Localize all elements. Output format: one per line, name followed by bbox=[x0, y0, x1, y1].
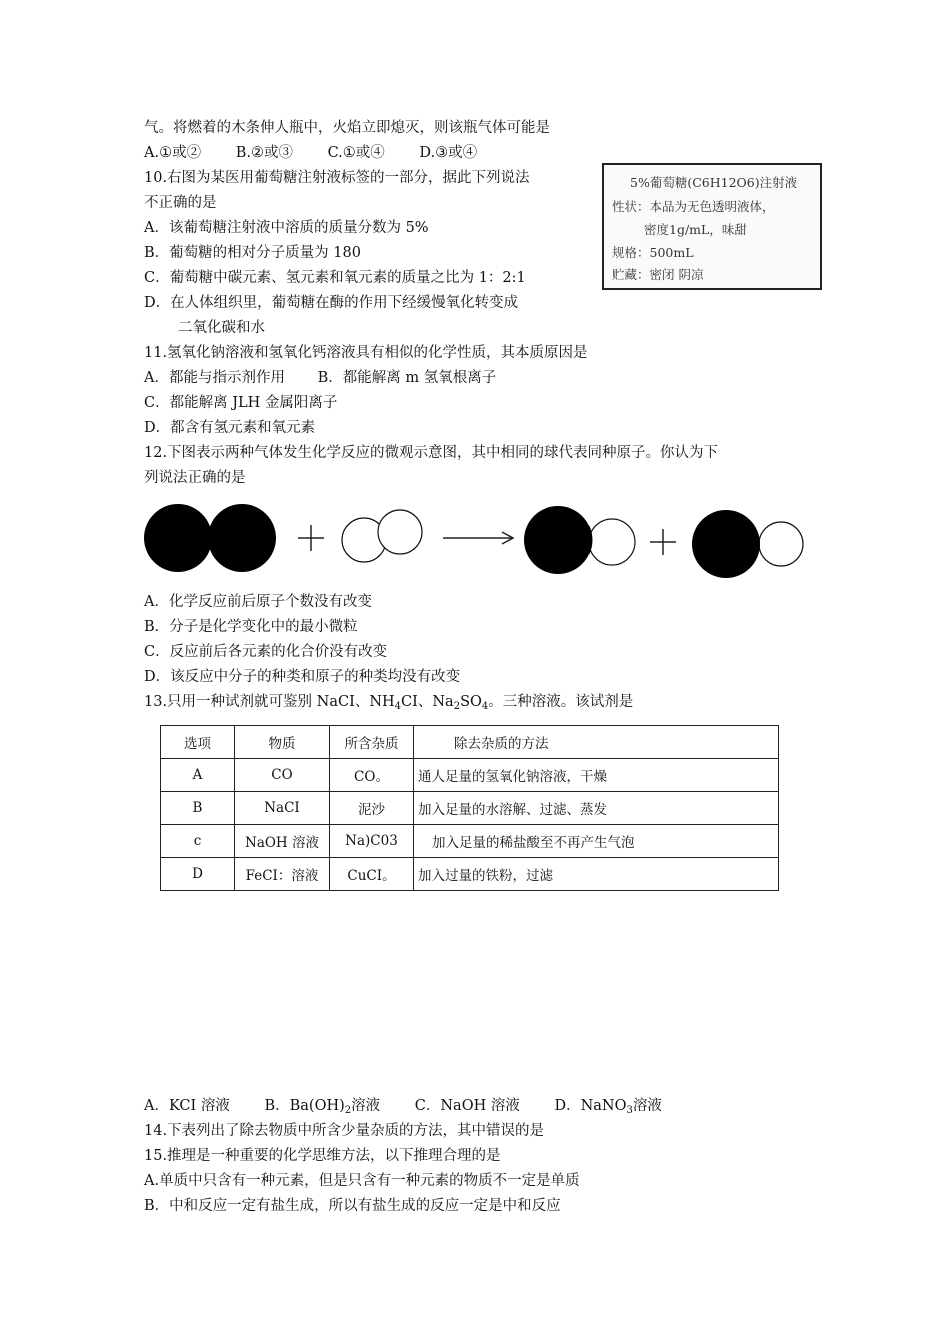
q11-option-c: C．都能解离 JLH 金属阳离子 bbox=[144, 395, 338, 411]
table-cell: 泥沙 bbox=[330, 792, 414, 825]
q12-option-c: C．反应前后各元素的化合价没有改变 bbox=[144, 644, 388, 660]
table-cell: 加入过量的铁粉，过滤 bbox=[414, 858, 779, 891]
label-spec: 规格：500mL bbox=[612, 245, 694, 260]
q15-stem: 15.推理是一种重要的化学思维方法，以下推理合理的是 bbox=[144, 1148, 501, 1164]
table-header-cell: 除去杂质的方法 bbox=[414, 726, 779, 759]
table-row bbox=[161, 792, 779, 825]
q12-stem-1: 12.下图表示两种气体发生化学反应的微观示意图，其中相同的球代表同种原子。你认为下 bbox=[144, 445, 719, 461]
table-cell: CO。 bbox=[330, 759, 414, 792]
impurity-removal-table bbox=[160, 725, 779, 891]
q15-option-b: B．中和反应一定有盐生成，所以有盐生成的反应一定是中和反应 bbox=[144, 1198, 561, 1214]
q12-option-a: A．化学反应前后原子个数没有改变 bbox=[144, 594, 372, 610]
q10-stem-1: 10.右图为某医用葡萄糖注射液标签的一部分，据此下列说法 bbox=[144, 170, 530, 186]
glucose-label-image bbox=[602, 163, 822, 290]
plus-sign-1 bbox=[298, 525, 324, 551]
reactant-light-molecule bbox=[342, 510, 422, 562]
table-header-cell: 物质 bbox=[235, 726, 330, 759]
table-cell: NaOH 溶液 bbox=[235, 825, 330, 858]
table-cell: FeCI：溶液 bbox=[235, 858, 330, 891]
reaction-arrow bbox=[443, 532, 513, 544]
q9-option-d: D.③或④ bbox=[419, 145, 478, 161]
table-header-row bbox=[161, 726, 779, 759]
product-molecule-2 bbox=[692, 510, 803, 578]
q10-option-c: C．葡萄糖中碳元素、氢元素和氧元素的质量之比为 1：2:1 bbox=[144, 270, 526, 286]
label-property: 性状：本品为无色透明液体， bbox=[612, 199, 775, 214]
table-row bbox=[161, 858, 779, 891]
table-cell: c bbox=[161, 825, 235, 858]
table-cell: 通人足量的氢氧化钠溶液，干燥 bbox=[414, 759, 779, 792]
table-row bbox=[161, 825, 779, 858]
label-storage: 贮藏：密闭 阴凉 bbox=[612, 267, 704, 282]
q11-option-d: D．都含有氢元素和氧元素 bbox=[144, 420, 316, 436]
q13-option-a: A．KCI 溶液 bbox=[144, 1098, 230, 1114]
table-row bbox=[161, 759, 779, 792]
reaction-diagram bbox=[140, 492, 820, 592]
table-cell: B bbox=[161, 792, 235, 825]
label-property-cont: 密度1g/mL，味甜 bbox=[644, 222, 747, 237]
q11-option-b: B．都能解离 m 氢氧根离子 bbox=[317, 370, 497, 386]
q13-option-d: D．NaNO$_3$溶液 bbox=[554, 1098, 662, 1116]
q13-options bbox=[144, 1096, 662, 1116]
q10-option-d: D．在人体组织里，葡萄糖在酶的作用下经缓慢氧化转变成 bbox=[144, 295, 519, 311]
q15-option-a: A.单质中只含有一种元素，但是只含有一种元素的物质不一定是单质 bbox=[144, 1173, 580, 1189]
q10-option-b: B．葡萄糖的相对分子质量为 180 bbox=[144, 245, 361, 261]
q11-options-ab bbox=[144, 368, 528, 388]
label-title: 5%葡萄糖(C6H12O6)注射液 bbox=[630, 175, 798, 190]
table-header-cell: 所含杂质 bbox=[330, 726, 414, 759]
plus-sign-2 bbox=[650, 529, 676, 555]
q9-stem-tail: 气。将燃着的木条伸人瓶中，火焰立即熄灭，则该瓶气体可能是 bbox=[144, 120, 550, 136]
reactant-dark-molecule bbox=[144, 504, 276, 572]
q9-option-b: B.②或③ bbox=[235, 145, 293, 161]
q10-stem-2: 不正确的是 bbox=[144, 195, 217, 211]
q12-option-d: D．该反应中分子的种类和原子的种类均没有改变 bbox=[144, 669, 461, 685]
q10-option-a: A．该葡萄糖注射液中溶质的质量分数为 5% bbox=[144, 220, 429, 236]
q10-option-d-cont: 二氧化碳和水 bbox=[178, 320, 265, 336]
table-cell: 加入足量的稀盐酸至不再产生气泡 bbox=[414, 825, 779, 858]
q14-stem: 14.下表列出了除去物质中所含少量杂质的方法，其中错误的是 bbox=[144, 1123, 545, 1139]
table-cell: A bbox=[161, 759, 235, 792]
q12-stem-2: 列说法正确的是 bbox=[144, 470, 246, 486]
product-molecule-1 bbox=[524, 506, 635, 574]
table-cell: 加入足量的水溶解、过滤、蒸发 bbox=[414, 792, 779, 825]
q9-options bbox=[144, 143, 507, 163]
table-cell: D bbox=[161, 858, 235, 891]
table-cell: Na)C03 bbox=[330, 825, 414, 858]
q11-option-a: A．都能与指示剂作用 bbox=[144, 370, 285, 386]
q13-stem: 13.只用一种试剂就可鉴别 NaCI、$NH_4CI$、$Na_2SO_4$。三种溶液。该试剂是 bbox=[144, 694, 634, 712]
table-cell: NaCI bbox=[235, 792, 330, 825]
q13-option-c: C．NaOH 溶液 bbox=[414, 1098, 520, 1114]
table-header-cell: 选项 bbox=[161, 726, 235, 759]
table-cell: CuCI。 bbox=[330, 858, 414, 891]
q13-option-b: B．$Ba(OH)_2$溶液 bbox=[264, 1098, 381, 1116]
q12-option-b: B．分子是化学变化中的最小微粒 bbox=[144, 619, 358, 635]
table-cell: CO bbox=[235, 759, 330, 792]
q9-option-a: A.①或② bbox=[144, 145, 202, 161]
q9-option-c: C.①或④ bbox=[327, 145, 385, 161]
q11-stem: 11.氢氧化钠溶液和氢氧化钙溶液具有相似的化学性质，其本质原因是 bbox=[144, 345, 588, 361]
